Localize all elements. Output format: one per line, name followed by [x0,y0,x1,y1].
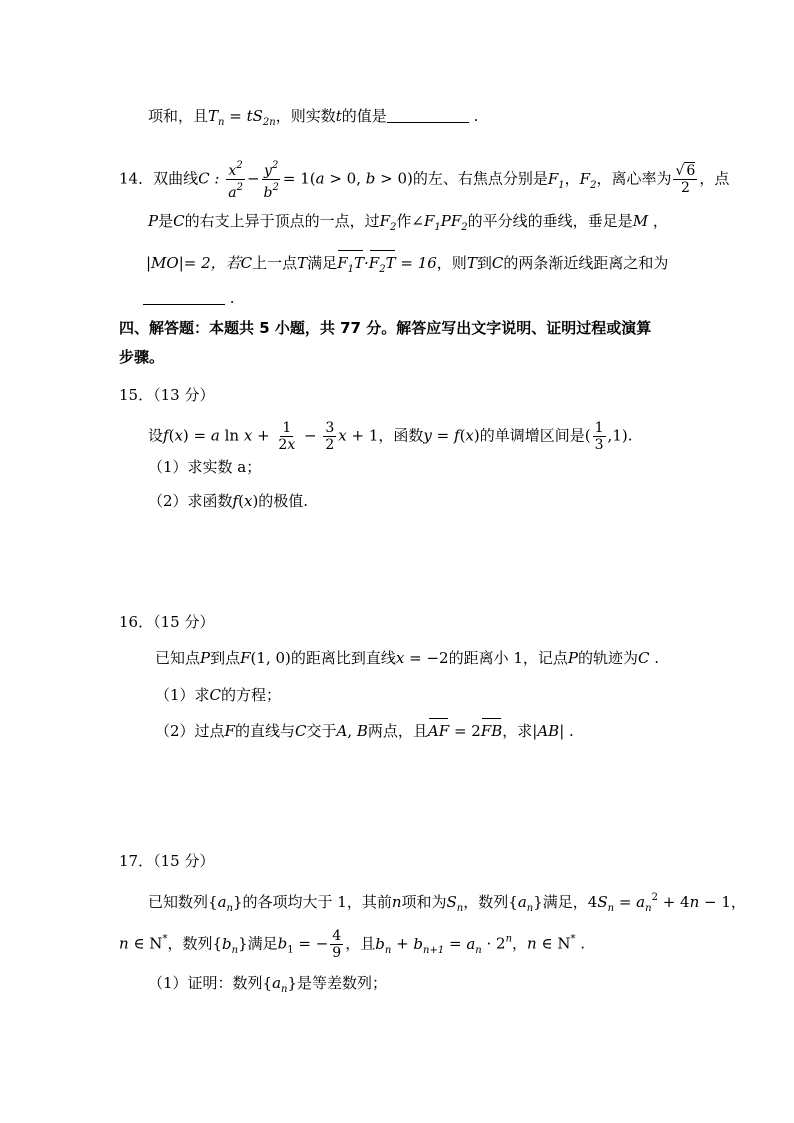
q14-text: ，点 [699,169,730,188]
q14-line1: 14．双曲线C : $\frac{x^2}{a^2}$ − $\frac{y^2}{b^2}$ = 1(a > 0, b > 0)的左、右焦点分别是$F_1$，$F_2$，离心率为 $\frac{√ 6}{2}$ ，点 [119,160,730,201]
q14-text: 作 [396,212,412,230]
q14-text: 的左、右焦点分别是 [412,169,548,188]
q16-text: 两点，且 [367,722,428,740]
q14-text: |MO|= 2，若 [146,254,241,272]
section-heading-cont: 步骤。 [119,348,165,366]
q16-end: . [569,722,574,740]
q14-math: $F_1$ [547,169,565,191]
q16-part2: （2）过点F的直线与C交于A, B两点，且AF = 2FB，求|AB| . [155,722,574,740]
q16-text: （1）求 [155,686,210,704]
q14-math: $F_2$ [379,212,397,233]
q15-part2: （2）求函数f(x)的极值. [148,492,309,510]
question-number: 14． [119,169,154,188]
q14-text: ，离心率为 [596,169,672,188]
q15-text: （2）求函数 [148,492,233,510]
q14-text: 的两条渐近线距离之和为 [503,254,669,272]
q13-text: 的值是 [341,107,387,125]
q13-tail-line [148,106,478,133]
q14-line4 [143,288,235,308]
q14-line2: P是C的右支上异于顶点的一点，过$F_2$作$\angle F_1PF_2$的平分线的垂线，垂足是M ， [148,212,668,233]
q16-line1: 已知点P到点F(1, 0)的距离比到直线x = −2的距离小 1，记点P的轨迹为C . [155,649,660,667]
fraction: $\frac{3}{2}$ [325,420,335,453]
fraction: $\frac{y^2}{b^2}$ [263,160,279,201]
q14-math: C : [198,169,220,188]
q16-part1: （1）求C的方程； [155,686,282,704]
q14-math: M [632,212,649,230]
q17-text: ，且 [345,934,376,953]
q14-math: T [466,254,477,272]
q17-text: ，数列 [463,893,509,911]
q16-text: 的距离小 1，记点 [448,649,568,667]
fraction: $\frac{1}{3}$ [594,420,604,453]
q14-text: 上一点 [252,254,298,272]
q14-text: ，则 [436,254,467,272]
q14-math: C [240,254,253,272]
q16-text: ，求 [502,722,533,740]
q16-text: 的轨迹为 [577,649,638,667]
fraction: $\frac{x^2}{a^2}$ [228,160,243,201]
q14-line3 [146,253,668,280]
fraction: $\frac{1}{2x}$ [278,420,296,453]
q15-end: . [627,426,633,445]
q14-text: 是 [158,212,174,230]
q17-part1: （1）证明：数列$\{a_n\}$是等差数列； [148,974,388,995]
q15-part1: （1）求实数 a； [148,458,262,476]
q14-end: . [229,289,235,307]
q15-text: 的极值. [258,492,309,510]
q17-text: ，数列 [167,934,213,953]
q17-line1: 已知数列$\{a_n\}$的各项均大于 1，其前n项和为$S_n$，数列$\{a_n\}$满足，$4S_n = a_n^2 + 4n - 1$， [148,892,746,914]
q17-text: 已知数列 [148,893,209,911]
q14-text: 的右支上异于顶点的一点，过 [184,212,380,230]
q17-text: （1）证明：数列 [148,974,263,992]
q16-end: . [654,649,660,667]
q14-text: 双曲线 [153,169,199,188]
q16-head: 16．（15 分） [119,613,215,631]
q14-math: $\angle F_1PF_2$ [411,212,468,233]
q17-line2: n ∈ N*，数列$\{b_n\}$满足$b_1$ = − $\frac{4}{9}$ ，且$b_n + b_{n+1} = a_n \cdot 2^n$，n ∈ N* . [119,928,586,961]
q16-text: 的方程； [221,686,282,704]
q14-math: C [491,254,504,272]
q15-head: 15．（13 分） [119,386,215,404]
q15-line1: 设f(x) = a ln x + $\frac{1}{2x}$ − $\frac{3}{2}$ x + 1，函数y = f(x)的单调增区间是( $\frac{1}{3}$ ,1). [148,420,633,453]
q17-head: 17．（15 分） [119,852,215,870]
q15-math: f [163,426,169,445]
section-heading: 四、解答题：本题共 5 小题，共 77 分。解答应写出文字说明、证明过程或演算 [119,319,652,337]
q16-text: 的距离比到直线 [290,649,396,667]
q16-text: （2）过点 [155,722,225,740]
q17-text: 满足， [542,893,588,911]
q17-text: 的各项均大于 1，其前 [242,893,392,911]
q13-var: t [335,107,342,125]
q16-text: 到点 [210,649,241,667]
q14-text: 满足 [307,254,338,272]
q15-text: 的单调增区间是 [479,426,585,445]
q13-end: . [473,107,479,125]
q15-text: ，函数 [378,426,424,445]
q15-math: f [232,492,239,510]
q16-text: 的直线与 [234,722,295,740]
q14-answer-blank[interactable] [143,290,225,305]
q14-math: $F_1T\cdot F_2T = 16$ [337,254,437,272]
q14-math: P [148,212,159,230]
q13-text: ，则实数 [275,107,336,125]
q17-text: 项和为 [401,893,447,911]
q17-text: 是等差数列； [297,974,388,992]
q13-answer-blank[interactable] [387,108,469,123]
q14-text: 到 [476,254,492,272]
q13-math: $T_n = tS_{2n}$ [208,107,276,128]
q14-math: T [297,254,308,272]
fraction: $\frac{4}{9}$ [332,928,342,961]
q14-math: C [173,212,185,230]
q14-math: = 1(a > 0, b > 0) [282,169,413,188]
q14-text: 的平分线的垂线，垂足是 [467,212,633,230]
fraction: $\frac{√ 6}{2}$ [675,163,696,196]
q16-text: 交于 [306,722,337,740]
q15-text: 设 [148,426,164,445]
q13-text: 项和，且 [148,107,209,125]
q16-text: 已知点 [155,649,201,667]
q14-math: $F_2$ [579,169,597,191]
q17-text: 满足 [247,934,278,953]
